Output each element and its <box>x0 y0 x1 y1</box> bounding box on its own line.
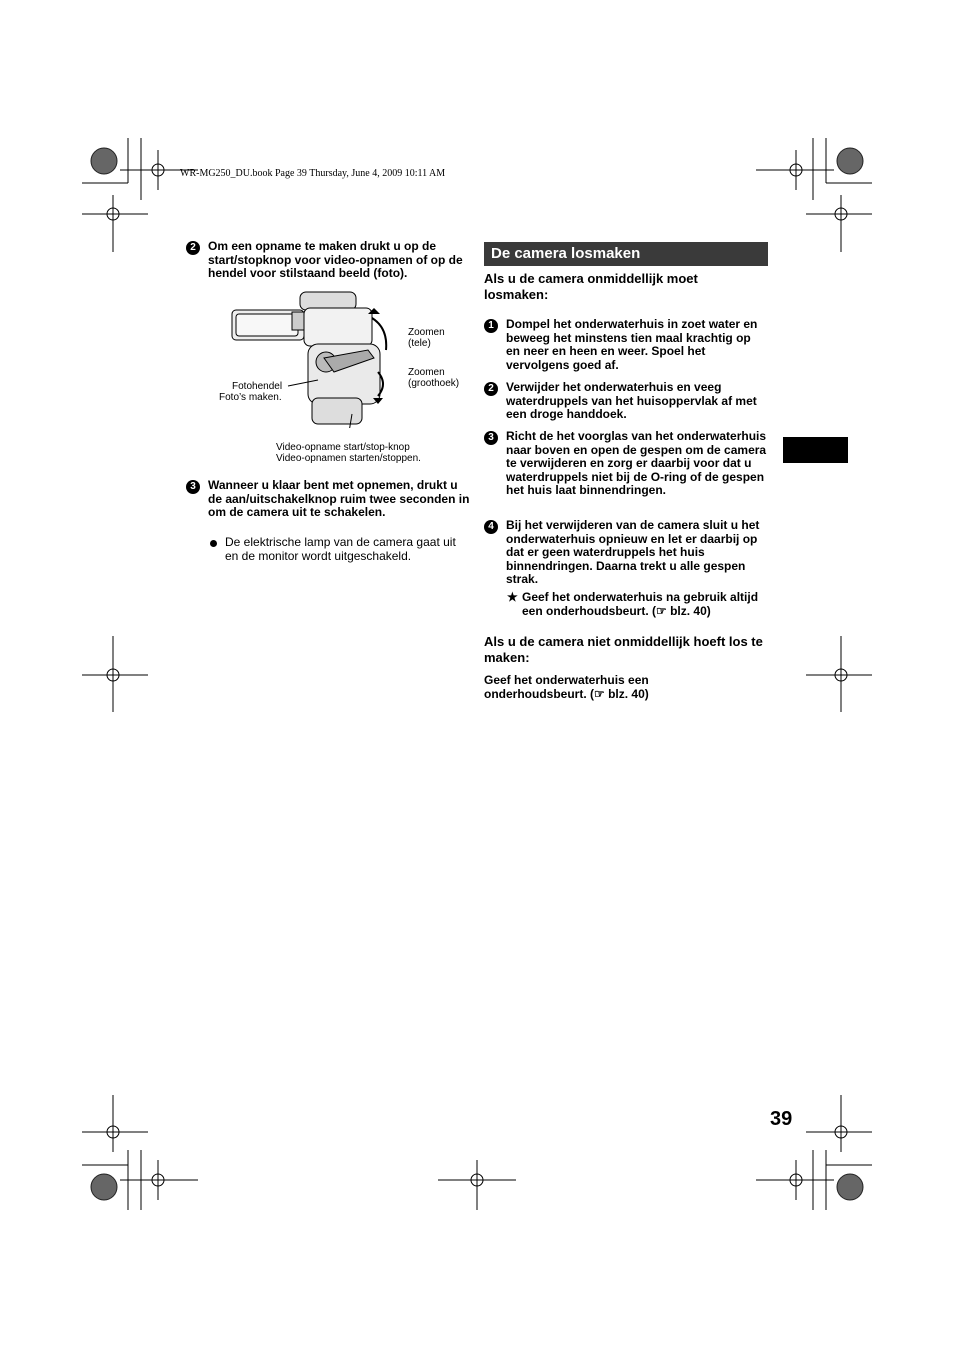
step-3-number: 3 <box>186 480 200 494</box>
step-2-text: Om een opname te maken drukt u op de start/stopknop voor video-opnamen of op de hendel voor stilstaand beeld (foto). <box>208 239 463 281</box>
subhead-immediate: Als u de camera onmiddellijk moet losmaken: <box>484 271 698 302</box>
note-marker: ★ <box>507 590 518 604</box>
right-step-4-number: 4 <box>484 520 498 534</box>
right-step-4-text: Bij het verwijderen van de camera sluit u het onderwaterhuis opnieuw en let er daarbij op dat er geen waterdruppels het huis binnendringen. Daarna trekt u alle gespen strak. <box>506 518 760 587</box>
label-zoom-tele: Zoomen (tele) <box>408 327 445 349</box>
right-step-2-number: 2 <box>484 382 498 396</box>
step-2-number: 2 <box>186 241 200 255</box>
right-step-3-number: 3 <box>484 431 498 445</box>
page-number: 39 <box>770 1108 793 1130</box>
subhead-not-immediate: Als u de camera niet onmiddellijk hoeft los te maken: <box>484 634 763 665</box>
maintenance-note: Geef het onderwaterhuis na gebruik altijd een onderhoudsbeurt. (☞ blz. 40) <box>522 590 759 618</box>
camera-housing-figure <box>228 288 468 428</box>
final-instruction: Geef het onderwaterhuis een onderhoudsbeurt. (☞ blz. 40) <box>484 673 649 701</box>
section-title: De camera losmaken <box>484 242 768 266</box>
label-photo-lever-sub: Foto’s maken. <box>219 392 282 403</box>
label-photo-lever: Fotohendel <box>232 381 283 392</box>
step-3-bullet: De elektrische lamp van de camera gaat uit en de monitor wordt uitgeschakeld. <box>225 535 456 563</box>
label-zoom-wide: Zoomen (groothoek) <box>408 367 460 389</box>
file-header: WR-MG250_DU.book Page 39 Thursday, June 4, 2009 10:11 AM <box>180 168 446 179</box>
chapter-tab <box>783 437 848 463</box>
right-step-2-text: Verwijder het onderwaterhuis en veeg waterdruppels van het huisoppervlak af met een droge handdoek. <box>506 380 757 422</box>
label-video-button: Video-opname start/stop-knop <box>276 442 410 453</box>
label-video-button-sub: Video-opnamen starten/stoppen. <box>276 453 421 464</box>
right-step-1-text: Dompel het onderwaterhuis in zoet water en beweeg het minstens tien maal krachtig op en neer en heen en weer. Spoel het vervolgens goed af. <box>506 317 758 372</box>
right-step-1-number: 1 <box>484 319 498 333</box>
step-3-text: Wanneer u klaar bent met opnemen, drukt u de aan/uitschakelknop ruim twee seconden in om de camera uit te schakelen. <box>208 478 470 520</box>
bullet-dot <box>210 540 217 547</box>
right-step-3-text: Richt de het voorglas van het onderwaterhuis naar boven en open de gespen om de camera te verwijderen en zorg er daarbij voor dat u waterdruppels niet bij de O-ring of de gespen het huis laat binnendringen. <box>506 429 767 498</box>
